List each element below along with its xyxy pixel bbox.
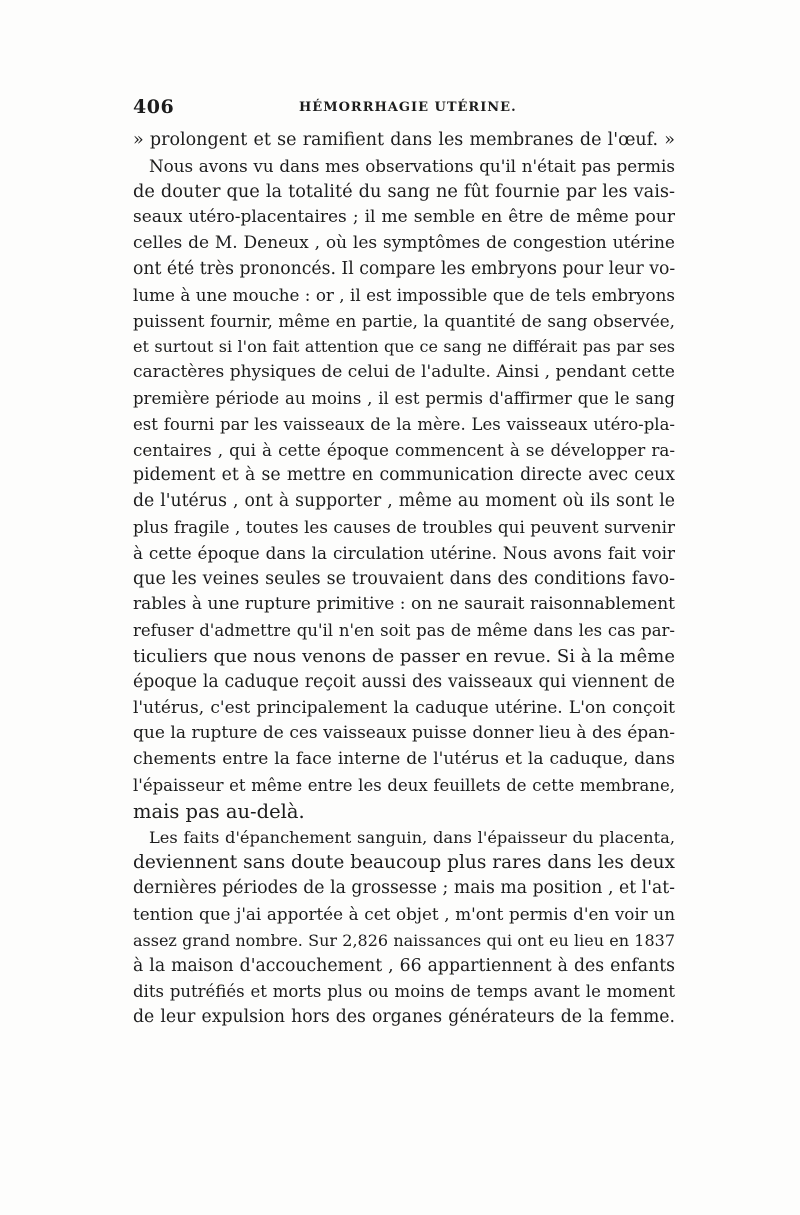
text-line: l'utérus, c'est principalement la caduque utérine. L'on conçoit bbox=[133, 697, 675, 718]
text-line: seaux utéro-placentaires ; il me semble en être de même pour bbox=[133, 207, 675, 228]
text-line: de l'utérus , ont à supporter , même au moment où ils sont le bbox=[133, 491, 675, 512]
text-line: Nous avons vu dans mes observations qu'il n'était pas permis bbox=[149, 155, 675, 176]
text-line: rables à une rupture primitive : on ne saurait raisonnablement bbox=[133, 594, 675, 615]
text-line: dits putréfiés et morts plus ou moins de temps avant le moment bbox=[133, 982, 675, 1002]
text-line: que les veines seules se trouvaient dans des conditions favo- bbox=[133, 568, 675, 589]
text-line: ticuliers que nous venons de passer en revue. Si à la même bbox=[133, 645, 675, 667]
text-line: Les faits d'épanchement sanguin, dans l'épaisseur du placenta, bbox=[149, 827, 675, 847]
text-line: ont été très prononcés. Il compare les embryons pour leur vo- bbox=[133, 258, 676, 279]
text-line: à cette époque dans la circulation utérine. Nous avons fait voir bbox=[133, 542, 675, 563]
text-line: assez grand nombre. Sur 2,826 naissances qui ont eu lieu en 1837 bbox=[133, 930, 675, 950]
text-line: mais pas au-delà. bbox=[133, 799, 305, 823]
text-line: dernières périodes de la grossesse ; mais ma position , et l'at- bbox=[133, 878, 675, 899]
text-line: puissent fournir, même en partie, la quantité de sang observée, bbox=[133, 310, 675, 331]
page-header bbox=[133, 96, 673, 122]
running-title: HÉMORRHAGIE UTÉRINE. bbox=[299, 100, 517, 115]
text-line: » prolongent et se ramifient dans les membranes de l'œuf. » bbox=[133, 130, 675, 150]
text-line: pidement et à se mettre en communication directe avec ceux bbox=[133, 465, 675, 486]
text-line: l'épaisseur et même entre les deux feuillets de cette membrane, bbox=[133, 775, 675, 795]
text-line: deviennent sans doute beaucoup plus rares dans les deux bbox=[133, 852, 675, 874]
text-line: de leur expulsion hors des organes générateurs de la femme. bbox=[133, 1007, 675, 1028]
text-line: caractères physiques de celui de l'adulte. Ainsi , pendant cette bbox=[133, 362, 675, 383]
paragraph-1 bbox=[133, 154, 675, 825]
text-line: plus fragile , toutes les causes de troubles qui peuvent survenir bbox=[133, 516, 675, 537]
text-line: que la rupture de ces vaisseaux puisse donner lieu à des épan- bbox=[133, 723, 675, 744]
text-line: époque la caduque reçoit aussi des vaisseaux qui viennent de bbox=[133, 671, 675, 692]
paragraph-quote-end bbox=[133, 128, 675, 154]
text-line: centaires , qui à cette époque commencent à se développer ra- bbox=[133, 439, 675, 460]
text-line: lume à une mouche : or , il est impossible que de tels embryons bbox=[133, 284, 675, 305]
text-line: de douter que la totalité du sang ne fût fournie par les vais- bbox=[133, 181, 675, 202]
text-line: et surtout si l'on fait attention que ce sang ne différait pas par ses bbox=[133, 337, 675, 357]
text-line: chements entre la face interne de l'utérus et la caduque, dans bbox=[133, 749, 675, 770]
text-line: première période au moins , il est permis d'affirmer que le sang bbox=[133, 388, 675, 408]
text-line: tention que j'ai apportée à cet objet , m'ont permis d'en voir un bbox=[133, 903, 675, 924]
text-line: refuser d'admettre qu'il n'en soit pas de même dans les cas par- bbox=[133, 621, 675, 641]
page-number: 406 bbox=[133, 96, 175, 118]
text-line: à la maison d'accouchement , 66 appartiennent à des enfants bbox=[133, 955, 675, 976]
body-text bbox=[133, 128, 675, 1031]
text-line: celles de M. Deneux , où les symptômes de congestion utérine bbox=[133, 233, 675, 254]
text-line: est fourni par les vaisseaux de la mère. Les vaisseaux utéro-pla- bbox=[133, 414, 675, 434]
paragraph-2 bbox=[133, 825, 675, 1031]
